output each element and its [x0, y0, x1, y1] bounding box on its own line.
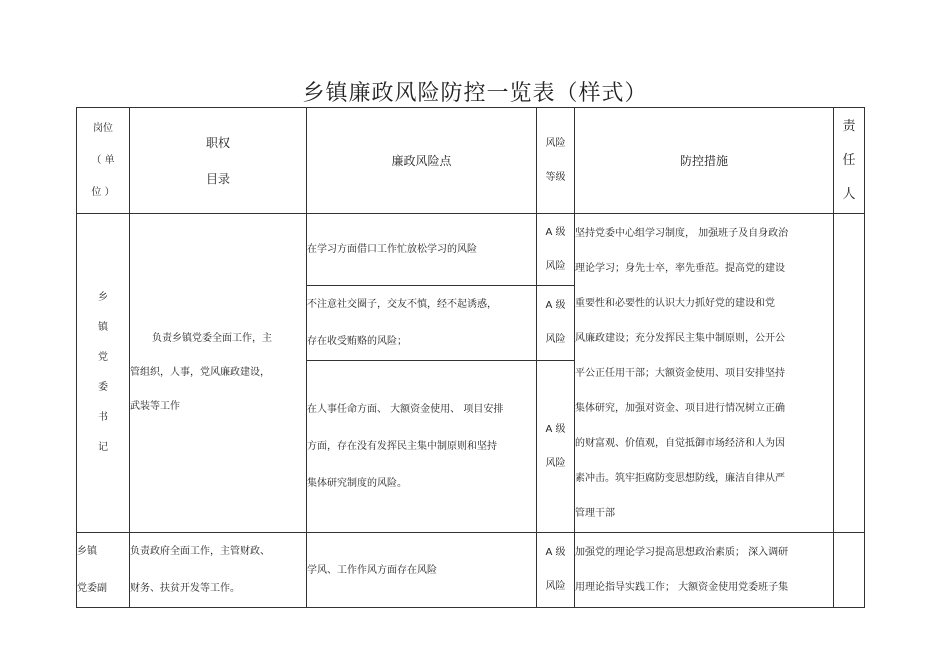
row2-position: 乡镇 党委副 — [77, 533, 130, 608]
header-position: 岗位 （ 单 位 ） — [77, 108, 130, 214]
table-row — [77, 533, 865, 608]
header-risk: 廉政风险点 — [307, 108, 537, 214]
table-row — [77, 214, 865, 286]
risk-table — [76, 107, 865, 608]
row1-level-2: A 级 风险 — [537, 286, 575, 361]
row2-responsible — [834, 533, 865, 608]
row2-duty: 负责政府全面工作，主管财政、 财务、扶贫开发等工作。 — [130, 533, 307, 608]
header-duty: 职权 目录 — [130, 108, 307, 214]
header-level: 风险 等级 — [537, 108, 575, 214]
row1-responsible — [834, 214, 865, 533]
row1-risk-2: 不注意社交圈子，交友不慎，经不起诱惑， 存在收受贿赂的风险； — [307, 286, 537, 361]
header-responsible: 责 任 人 — [834, 108, 865, 214]
row2-control: 加强党的理论学习提高思想政治素质； 深入调研 用理论指导实践工作； 大额资金使用党委班子集 — [575, 533, 834, 608]
header-row — [77, 108, 865, 214]
row1-duty: 负责乡镇党委全面工作，主 管组织，人事，党风廉政建设， 武装等工作 — [130, 214, 307, 533]
page-title: 乡镇廉政风险防控一览表（样式） — [302, 81, 648, 106]
row1-position: 乡 镇 党 委 书 记 — [77, 214, 130, 533]
row1-level-3: A 级 风险 — [537, 361, 575, 533]
row1-level-1: A 级 风险 — [537, 214, 575, 286]
header-control: 防控措施 — [575, 108, 834, 214]
row2-risk-1: 学风、工作作风方面存在风险 — [307, 533, 537, 608]
row1-control: 坚持党委中心组学习制度， 加强班子及自身政治 理论学习；身先士卒，率先垂范。提高党的建设 重要性和必要性的认识大力抓好党的建设和党 风廉政建设；充分发挥民主集中制原则，公开公 平公正任用干部；大额资金使用、项目安排坚持 集体研究，加强对资金、项目进行情况树立正确 的财富观、价值观，自觉抵御市场经济和人为因 素冲击。筑牢拒腐防变思想防线，廉洁自律从严 管理干部 — [575, 214, 834, 533]
row2-level-1: A 级 风险 — [537, 533, 575, 608]
row1-risk-1: 在学习方面借口工作忙放松学习的风险 — [307, 214, 537, 286]
row1-risk-3: 在人事任命方面、 大额资金使用、 项目安排 方面，存在没有发挥民主集中制原则和坚持 集体研究制度的风险。 — [307, 361, 537, 533]
